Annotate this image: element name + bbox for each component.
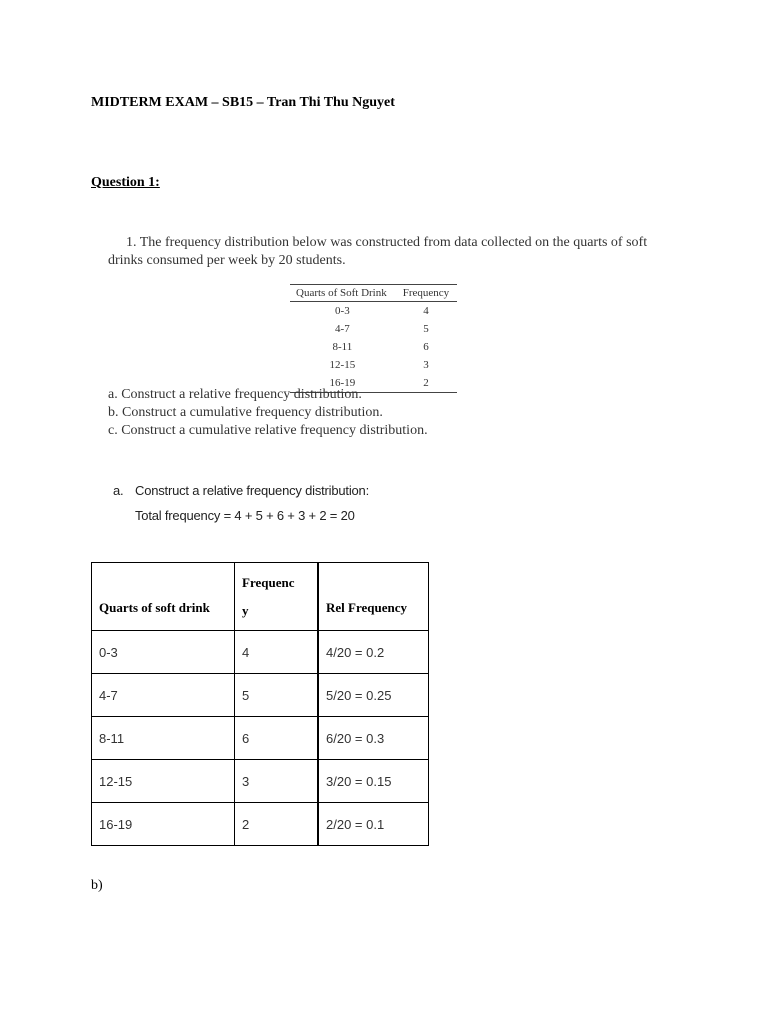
- problem-frequency-table: [290, 284, 457, 393]
- cell-frequency: 5: [235, 674, 319, 717]
- problem-intro: 1. The frequency distribution below was constructed from data collected on the quarts of soft drinks consumed per week by 20 students.: [108, 235, 648, 268]
- header-quarts: Quarts of soft drink: [92, 563, 235, 631]
- task-b: b. Construct a cumulative frequency distribution.: [108, 405, 383, 420]
- problem-statement-image: [108, 234, 678, 438]
- problem-cell-frequency: 2: [395, 374, 457, 393]
- cell-rel-frequency: 6/20 = 0.3: [318, 717, 429, 760]
- table-row: [92, 717, 429, 760]
- problem-cell-class: 12-15: [329, 359, 356, 371]
- cell-class: 0-3: [92, 631, 235, 674]
- problem-header-frequency: Frequency: [395, 285, 457, 302]
- table-row: [290, 320, 457, 338]
- total-frequency-line: Total frequency = 4 + 5 + 6 + 3 + 2 = 20: [135, 508, 355, 523]
- problem-cell-frequency: 5: [423, 323, 429, 335]
- problem-cell-class: 16-19: [290, 374, 395, 393]
- table-row: [92, 803, 429, 846]
- cell-class: 4-7: [92, 674, 235, 717]
- problem-cell-frequency: 4: [423, 305, 429, 317]
- problem-cell-class: 4-7: [335, 323, 350, 335]
- header-frequency-part2: y: [242, 602, 249, 618]
- table-row: [290, 302, 457, 321]
- cell-rel-frequency: 2/20 = 0.1: [318, 803, 429, 846]
- cell-class: 12-15: [92, 760, 235, 803]
- cell-class: 8-11: [92, 717, 235, 760]
- cell-rel-frequency: 3/20 = 0.15: [318, 760, 429, 803]
- table-row: [290, 338, 457, 356]
- header-frequency: [235, 563, 319, 631]
- problem-cell-class: 0-3: [335, 305, 350, 317]
- question-heading: Question 1:: [91, 175, 160, 190]
- problem-cell-frequency: 3: [423, 359, 429, 371]
- table-row: [92, 760, 429, 803]
- table-row: [92, 631, 429, 674]
- table-row: [92, 674, 429, 717]
- table-row: [290, 356, 457, 374]
- cell-frequency: 3: [235, 760, 319, 803]
- problem-tasks: [108, 386, 428, 440]
- table-header-row: [92, 563, 429, 631]
- part-a-label: Construct a relative frequency distribution:: [135, 483, 369, 498]
- document-title: MIDTERM EXAM – SB15 – Tran Thi Thu Nguyet: [91, 95, 395, 110]
- task-a: a. Construct a relative frequency distribution.: [108, 387, 362, 402]
- part-a-heading: [113, 482, 369, 508]
- cell-class: 16-19: [92, 803, 235, 846]
- part-b-label: b): [91, 878, 103, 893]
- cell-rel-frequency: 4/20 = 0.2: [318, 631, 429, 674]
- cell-frequency: 4: [235, 631, 319, 674]
- cell-rel-frequency: 5/20 = 0.25: [318, 674, 429, 717]
- relative-frequency-table: [91, 562, 429, 846]
- cell-frequency: 2: [235, 803, 319, 846]
- cell-frequency: 6: [235, 717, 319, 760]
- header-frequency-part1: Frequenc: [242, 574, 295, 590]
- task-c: c. Construct a cumulative relative frequency distribution.: [108, 423, 428, 438]
- problem-cell-frequency: 6: [423, 341, 429, 353]
- header-rel-frequency: Rel Frequency: [318, 563, 429, 631]
- problem-header-quarts: Quarts of Soft Drink: [290, 285, 395, 302]
- problem-cell-class: 8-11: [332, 341, 353, 353]
- part-a-marker: a.: [113, 483, 124, 498]
